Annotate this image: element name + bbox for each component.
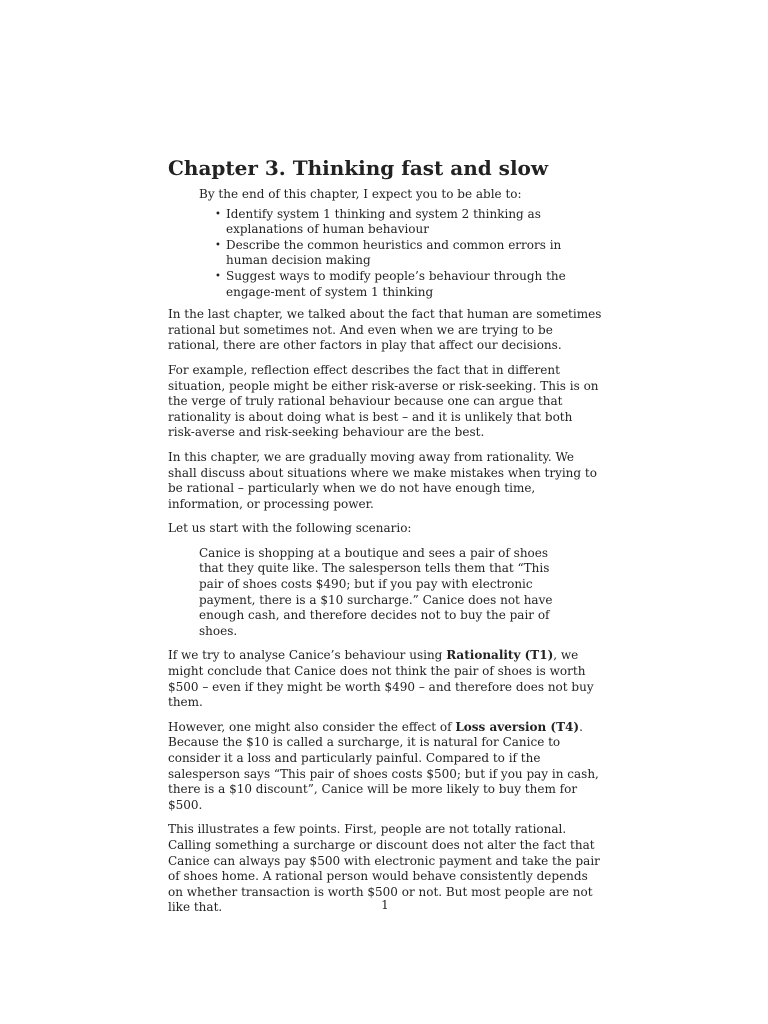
paragraph-reflection-effect: For example, reflection effect describes the fact that in different situation, people might be either risk-averse or risk-seeking. This is on the verge of truly rational behaviour because one can argue that rationality is about doing what is best – and it is unlikely that both risk-averse and risk-seeking behaviour are the best. xyxy=(168,362,599,440)
objective-item xyxy=(215,237,602,269)
paragraph-rationality xyxy=(168,648,602,710)
paragraph-illustrates: This illustrates a few points. First, people are not totally rational. Calling something a surcharge or discount does not alter the fact that Canice can always pay $500 with electronic payment and take the pair of shoes home. A rational person would behave consistently depends on whether transaction is worth $500 or not. But most people are not like that. xyxy=(168,822,600,915)
learning-objectives-list xyxy=(168,207,602,301)
paragraph-text: , we might conclude that Canice does not think the pair of shoes is worth $500 – even if they might be worth $490 – and therefore does not buy them. xyxy=(168,648,594,710)
objective-item xyxy=(215,268,602,300)
objective-text: Identify system 1 thinking and system 2 thinking as explanations of human behaviour xyxy=(226,206,541,237)
paragraph-text: However, one might also consider the effect of xyxy=(168,719,456,734)
term-rationality: Rationality (T1) xyxy=(446,648,554,663)
scenario-quote: Canice is shopping at a boutique and sees a pair of shoes that they quite like. The salesperson tells them that “This pair of shoes costs $490; but if you pay with electronic payment, there is a $10 surcharge.” Canice does not have enough cash, and therefore decides not to buy the pair of shoes. xyxy=(199,545,553,638)
paragraph-text: If we try to analyse Canice’s behaviour using xyxy=(168,648,447,663)
chapter-title: Chapter 3. Thinking fast and slow xyxy=(168,156,549,180)
paragraph-last-chapter: In the last chapter, we talked about the fact that human are sometimes rational but sometimes not. And even when we are trying to be rational, there are other factors in play that affect our decisions. xyxy=(168,307,602,353)
objective-item xyxy=(215,206,602,238)
paragraph-scenario-intro: Let us start with the following scenario: xyxy=(168,521,412,536)
page-number: 1 xyxy=(381,898,389,912)
document-page xyxy=(168,0,602,1024)
bullet-icon: • xyxy=(215,270,221,282)
paragraph-moving-away: In this chapter, we are gradually moving away from rationality. We shall discuss about situations where we make mistakes when trying to be rational – particularly when we do not have enough time, information, or processing power. xyxy=(168,449,597,511)
paragraph-text: . Because the $10 is called a surcharge, it is natural for Canice to consider it a loss and particularly painful. Compared to if the salesperson says “This pair of shoes costs $500; but if you pay in cash, there is a $10 discount”, Canice will be more likely to buy them for $500. xyxy=(168,719,599,812)
body-text xyxy=(168,187,602,925)
paragraph-loss-aversion xyxy=(168,720,602,814)
bullet-icon: • xyxy=(215,208,221,220)
objective-text: Describe the common heuristics and common errors in human decision making xyxy=(226,237,562,268)
bullet-icon: • xyxy=(215,239,221,251)
term-loss-aversion: Loss aversion (T4) xyxy=(455,719,580,734)
intro-sentence: By the end of this chapter, I expect you to be able to: xyxy=(199,187,522,201)
objective-text: Suggest ways to modify people’s behaviour through the engage-ment of system 1 thinking xyxy=(226,268,566,299)
